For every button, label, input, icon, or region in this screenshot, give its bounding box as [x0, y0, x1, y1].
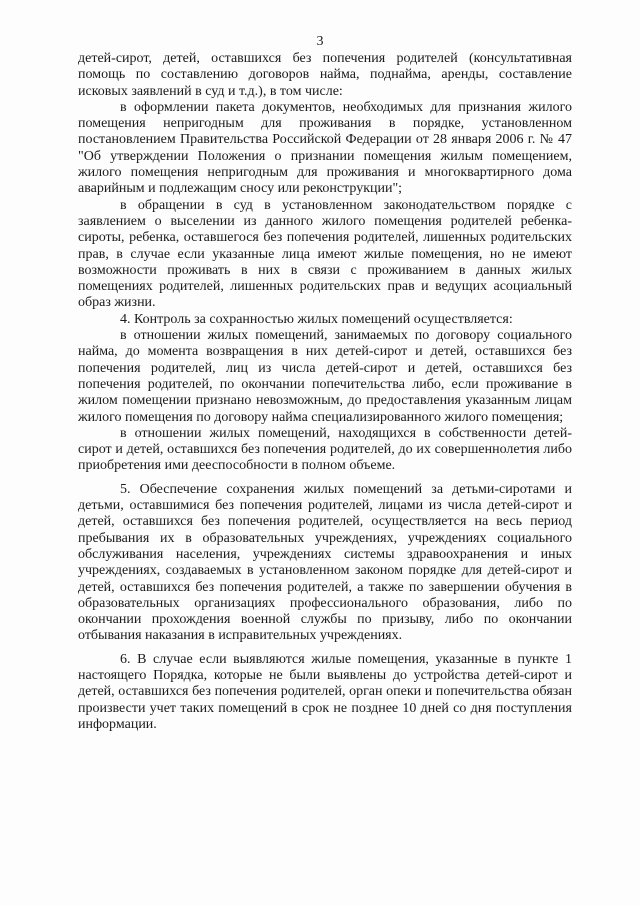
document-body — [78, 51, 572, 733]
paragraph-ownership: в отношении жилых помещений, находящихся в собственности детей-сирот и детей, оставшихся без попечения родителей, до их совершеннолетия либо приобретения ими дееспособности в полном объеме. — [78, 425, 572, 474]
paragraph-continuation: детей-сирот, детей, оставшихся без попечения родителей (консультативная помощь по составлению договоров найма, поднайма, аренды, составление исковых заявлений в суд и т.д.), в том числе: — [78, 51, 572, 99]
paragraph-item-4-heading: 4. Контроль за сохранностью жилых помещений осуществляется: — [120, 311, 513, 327]
paragraph-item-6: 6. В случае если выявляются жилые помещения, указанные в пункте 1 настоящего Порядка, которые не были выявлены до устройства детей-сирот и детей, оставшихся без попечения родителей, орган опеки и попечительства обязан произвести учет таких помещений в срок не позднее 10 дней со дня поступления информации. — [78, 651, 572, 732]
paragraph-documents-package: в оформлении пакета документов, необходимых для признания жилого помещения непригодным для проживания в порядке, установленном постановлением Правительства Российской Федерации от 28 января 2006 г. № 47 "Об утверждении Положения о признании помещения жилым помещением, жилого помещения непригодным для проживания и многоквартирного дома аварийным и подлежащим сносу или реконструкции"; — [78, 99, 572, 197]
paragraph-court-appeal: в обращении в суд в установленном законодательством порядке с заявлением о выселении из данного жилого помещения родителей ребенка-сироты, ребенка, оставшегося без попечения родителей, лишенных родительских прав, в случае если указанные лица имеют жилые помещения, но не имеют возможности проживать в них в связи с проживанием в данных жилых помещениях родителей, лишенных родительских прав и ведущих асоциальный образ жизни. — [78, 197, 572, 311]
paragraph-social-lease: в отношении жилых помещений, занимаемых по договору социального найма, до момента возвращения в них детей-сирот и детей, оставшихся без попечения родителей, лиц из числа детей-сирот и детей, оставшихся без попечения родителей, по окончании попечительства либо, если проживание в жилом помещении признано невозможным, до предоставления указанным лицам жилого помещения по договору найма специализированного жилого помещения; — [78, 328, 572, 425]
paragraph-item-5: 5. Обеспечение сохранения жилых помещений за детьми-сиротами и детьми, оставшимися без попечения родителей, лицами из числа детей-сирот и детей, оставшихся без попечения родителей, осуществляется на весь период пребывания их в образовательных учреждениях, учреждениях социального обслуживания населения, учреждениях системы здравоохранения и иных учреждениях, создаваемых в установленном законом порядке для детей-сирот и детей, оставшихся без попечения родителей, а также по завершении обучения в образовательных организациях профессионального образования, либо по окончании прохождения военной службы по призыву, либо по окончании отбывания наказания в исправительных учреждениях. — [78, 481, 572, 644]
page-number: 3 — [316, 34, 324, 49]
